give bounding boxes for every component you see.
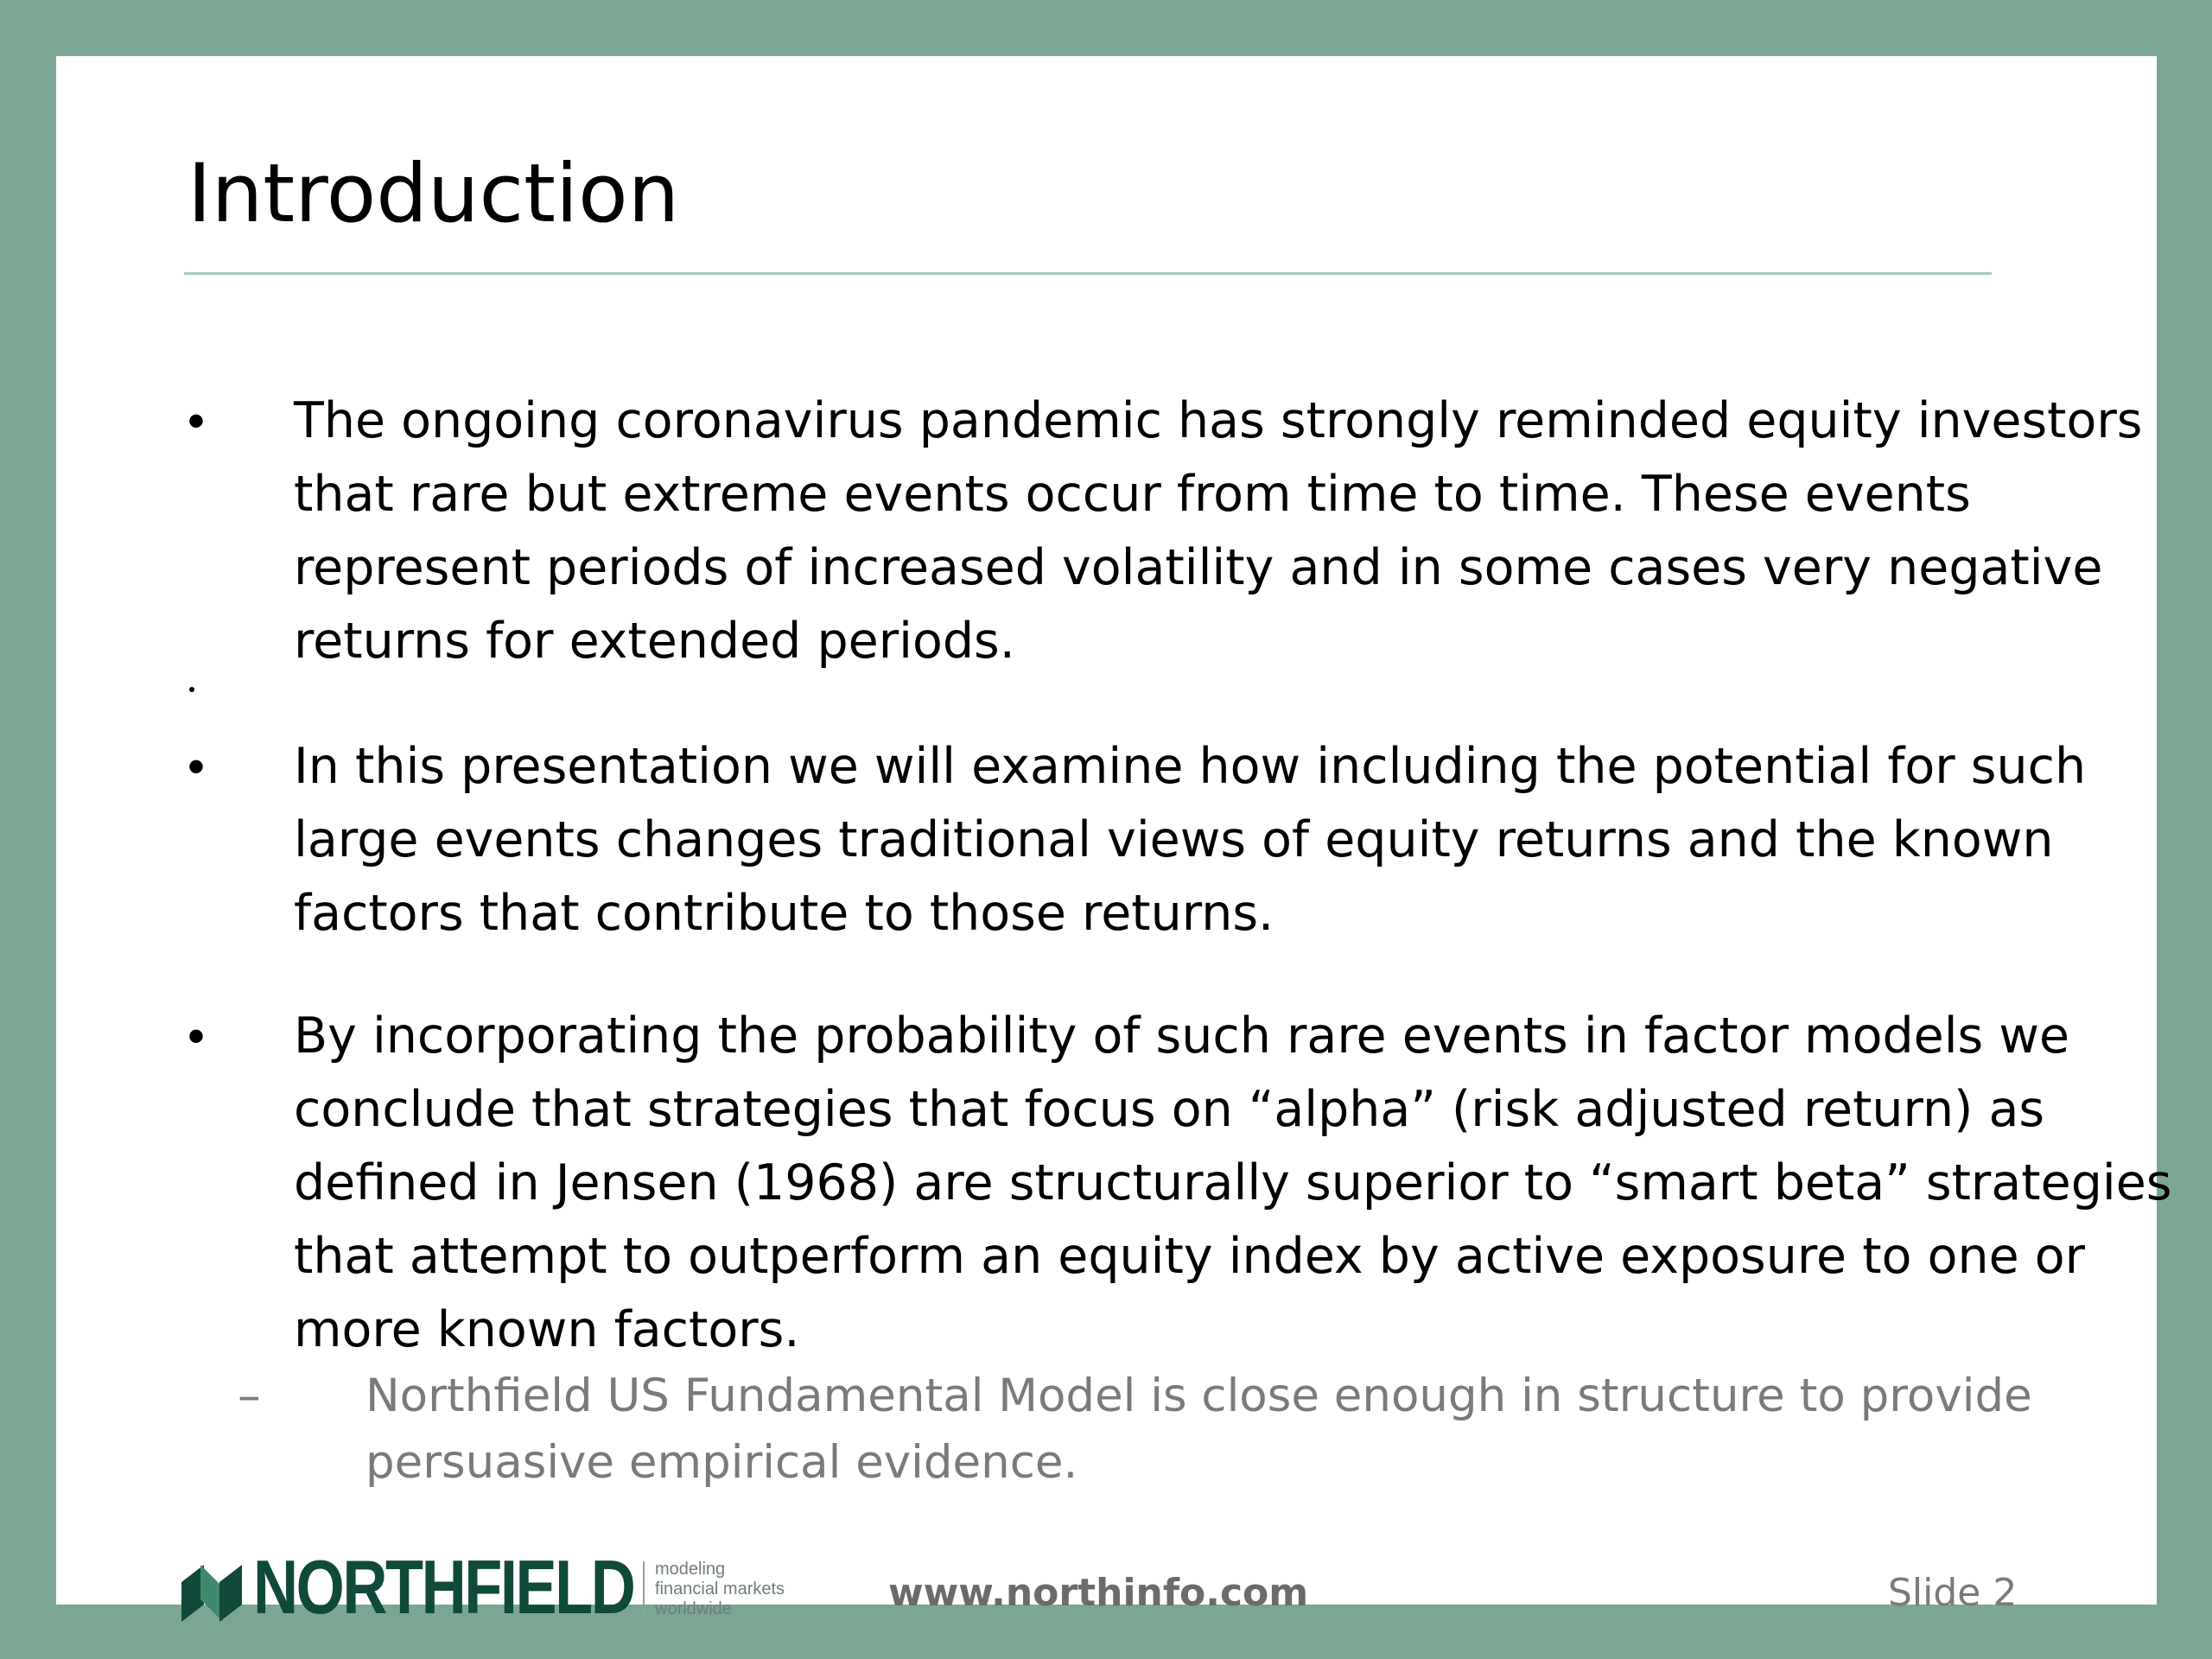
logo-wordmark: NORTHFIELD [253, 1544, 634, 1630]
bullet-list [56, 56, 2172, 1605]
empty-bullet-dot [189, 687, 194, 692]
bullet-text: In this presentation we will examine how including the potential for such large events changes traditional views of equity returns and the known factors that contribute to those returns. [294, 738, 2087, 942]
slide-title: Introduction [188, 147, 680, 241]
tagline-line: worldwide [655, 1599, 732, 1618]
slide-number: Slide 2 [1888, 1571, 2018, 1615]
logo-divider [643, 1561, 645, 1620]
northfield-logo-icon [181, 1565, 242, 1622]
tagline-line: financial markets [655, 1580, 785, 1599]
tagline-line: modeling [655, 1560, 726, 1579]
slide-footer [56, 1508, 2157, 1630]
logo-tagline [655, 1560, 785, 1619]
slide [56, 56, 2172, 1630]
bullet-marker: • [188, 1008, 205, 1064]
bullet-marker: • [188, 393, 205, 448]
footer-url: www.northinfo.com [888, 1571, 1309, 1615]
bullet-text: The ongoing coronavirus pandemic has strongly reminded equity investors that rare but extreme events occur from time to time. These events represent periods of increased volatility and in some cases very negative returns for extended periods. [294, 392, 2143, 670]
sub-bullet-marker: – [238, 1370, 261, 1422]
bullet-text: By incorporating the probability of such rare events in factor models we conclude that strategies that focus on “alpha” (risk adjusted return) as defined in Jensen (1968) are structurally superior to “smart beta” strategies that attempt to outperform an equity index by active exposure to one or more known factors. [294, 1007, 2172, 1358]
bullet-marker: • [188, 739, 205, 794]
sub-bullet-text: Northfield US Fundamental Model is close enough in structure to provide persuasive empirical evidence. [365, 1370, 2032, 1489]
